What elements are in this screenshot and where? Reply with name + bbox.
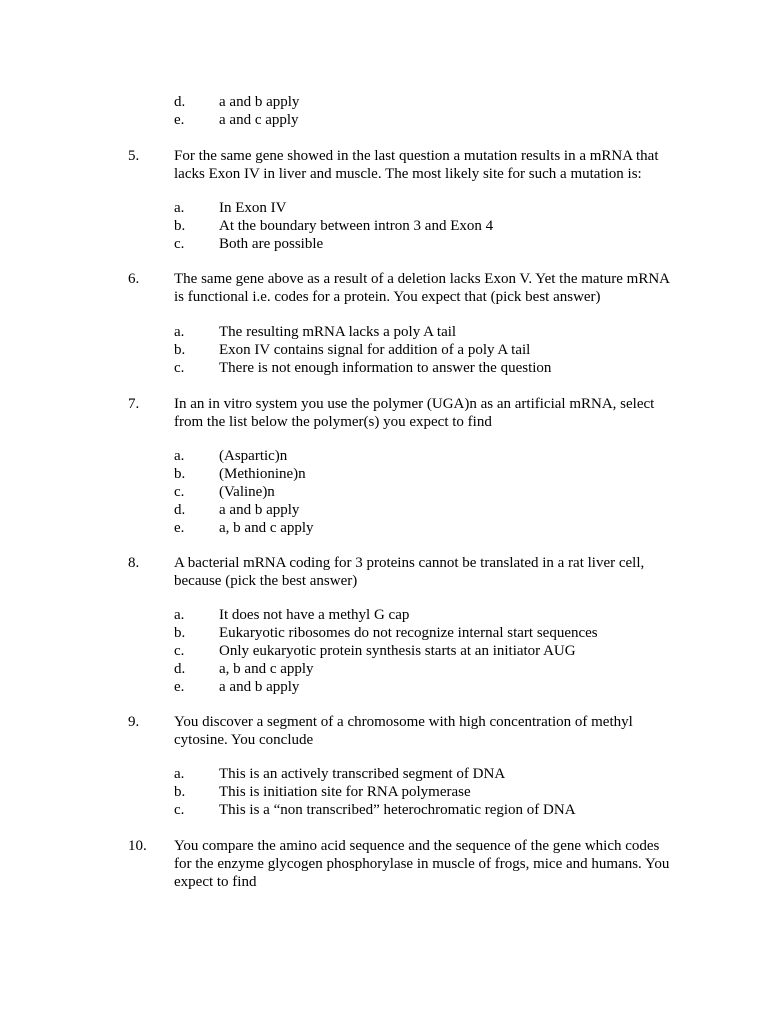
question-text <box>174 554 714 590</box>
question-text <box>174 713 714 749</box>
option-letter: b. <box>174 784 186 800</box>
question-text <box>174 837 714 891</box>
option-letter: a. <box>174 324 185 340</box>
option-text: This is an actively transcribed segment of DNA <box>219 766 506 782</box>
option-letter: e. <box>174 520 185 536</box>
option-letter: a. <box>174 200 185 216</box>
question-number: 10. <box>128 838 147 854</box>
option-text: Eukaryotic ribosomes do not recognize internal start sequences <box>219 625 598 641</box>
question-number: 7. <box>128 396 140 412</box>
option-letter: e. <box>174 679 185 695</box>
option-letter: c. <box>174 484 185 500</box>
option-letter: c. <box>174 643 185 659</box>
question-line: from the list below the polymer(s) you expect to find <box>174 414 492 430</box>
option-letter: d. <box>174 661 186 677</box>
option-text: Both are possible <box>219 236 324 252</box>
option-letter: b. <box>174 342 186 358</box>
question-line: expect to find <box>174 874 257 890</box>
question-line: The same gene above as a result of a deletion lacks Exon V. Yet the mature mRNA <box>174 271 670 287</box>
option-text: There is not enough information to answer the question <box>219 360 552 376</box>
option-text: a and b apply <box>219 679 300 695</box>
question-line: For the same gene showed in the last question a mutation results in a mRNA that <box>174 148 659 164</box>
question-text <box>174 395 714 431</box>
option-text: In Exon IV <box>219 200 287 216</box>
question-number: 9. <box>128 714 140 730</box>
question-line: A bacterial mRNA coding for 3 proteins cannot be translated in a rat liver cell, <box>174 555 645 571</box>
option-letter: a. <box>174 766 185 782</box>
option-letter: b. <box>174 625 186 641</box>
option-text: At the boundary between intron 3 and Exon 4 <box>219 218 494 234</box>
option-text: a and b apply <box>219 502 300 518</box>
option-letter: d. <box>174 502 186 518</box>
question-text <box>174 270 714 306</box>
question-line: In an in vitro system you use the polymer (UGA)n as an artificial mRNA, select <box>174 396 655 412</box>
option-text: a and b apply <box>219 94 300 110</box>
option-text: (Aspartic)n <box>219 448 288 464</box>
option-text: This is a “non transcribed” heterochromatic region of DNA <box>219 802 576 818</box>
option-text: (Methionine)n <box>219 466 306 482</box>
question-line: You discover a segment of a chromosome with high concentration of methyl <box>174 714 633 730</box>
option-text: a, b and c apply <box>219 661 314 677</box>
option-text: (Valine)n <box>219 484 275 500</box>
question-line: lacks Exon IV in liver and muscle. The most likely site for such a mutation is: <box>174 166 642 182</box>
option-text: Only eukaryotic protein synthesis starts at an initiator AUG <box>219 643 576 659</box>
option-text: The resulting mRNA lacks a poly A tail <box>219 324 457 340</box>
question-line: You compare the amino acid sequence and the sequence of the gene which codes <box>174 838 660 854</box>
question-number: 5. <box>128 148 140 164</box>
question-line: is functional i.e. codes for a protein. You expect that (pick best answer) <box>174 289 601 305</box>
option-text: a, b and c apply <box>219 520 314 536</box>
option-letter: c. <box>174 236 185 252</box>
question-line: because (pick the best answer) <box>174 573 358 589</box>
option-letter: d. <box>174 94 186 110</box>
option-text: This is initiation site for RNA polymerase <box>219 784 471 800</box>
option-text: It does not have a methyl G cap <box>219 607 410 623</box>
option-letter: a. <box>174 448 185 464</box>
option-letter: e. <box>174 112 185 128</box>
question-line: for the enzyme glycogen phosphorylase in muscle of frogs, mice and humans. You <box>174 856 670 872</box>
option-letter: b. <box>174 466 186 482</box>
option-letter: c. <box>174 802 185 818</box>
question-line: cytosine. You conclude <box>174 732 314 748</box>
option-text: Exon IV contains signal for addition of a poly A tail <box>219 342 531 358</box>
option-letter: c. <box>174 360 185 376</box>
option-letter: b. <box>174 218 186 234</box>
question-number: 6. <box>128 271 140 287</box>
question-number: 8. <box>128 555 140 571</box>
option-letter: a. <box>174 607 185 623</box>
option-text: a and c apply <box>219 112 299 128</box>
question-text <box>174 147 714 183</box>
